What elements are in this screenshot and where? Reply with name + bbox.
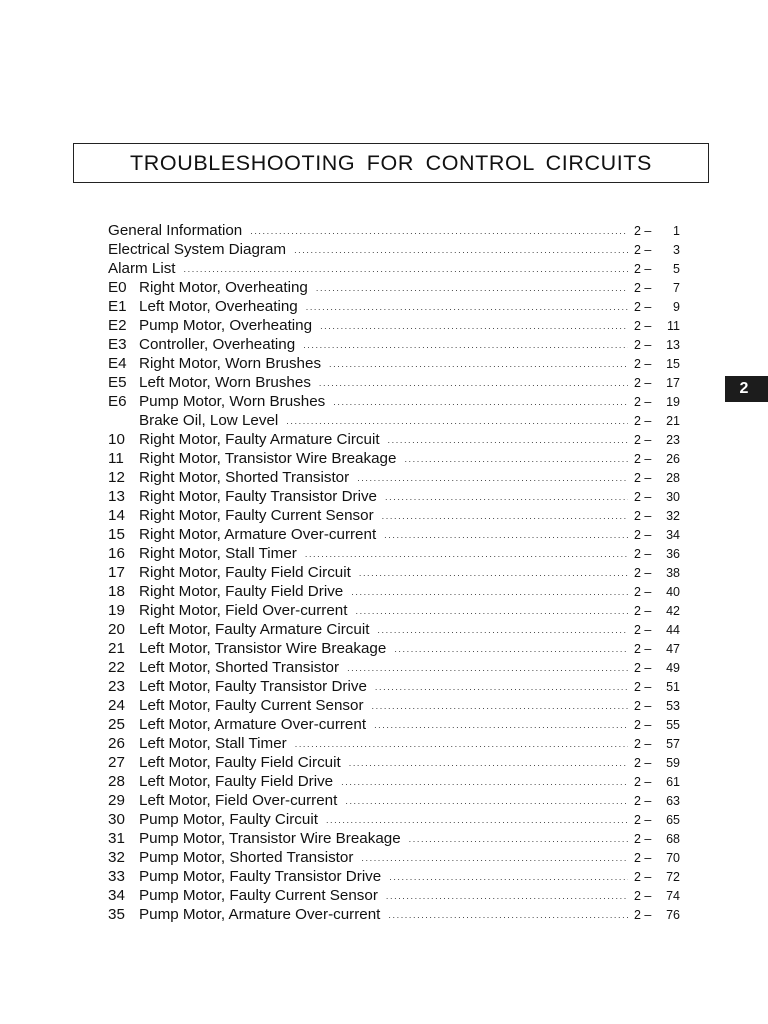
toc-entry-page — [634, 697, 680, 716]
toc-entry[interactable] — [108, 658, 680, 677]
toc-entry-label: Right Motor, Field Over-current — [139, 602, 348, 619]
toc-entry-label: Pump Motor, Faulty Current Sensor — [139, 887, 378, 904]
toc-entry-page — [634, 754, 680, 773]
dot-leader — [286, 412, 628, 431]
page-number: 68 — [666, 832, 680, 846]
page-number: 63 — [666, 794, 680, 808]
page-chapter-prefix: 2 – — [634, 433, 652, 447]
page-number: 32 — [666, 509, 680, 523]
page-chapter-prefix: 2 – — [634, 851, 652, 865]
toc-entry-code: E0 — [108, 279, 127, 296]
toc-entry[interactable] — [108, 829, 680, 848]
dot-leader — [384, 526, 628, 545]
page-chapter-prefix: 2 – — [634, 414, 652, 428]
dot-leader — [404, 450, 628, 469]
dot-leader — [357, 469, 628, 488]
toc-entry-code: 17 — [108, 564, 125, 581]
page-chapter-prefix: 2 – — [634, 661, 652, 675]
toc-entry-page — [634, 640, 680, 659]
toc-entry[interactable] — [108, 734, 680, 753]
dot-leader — [374, 716, 628, 735]
page-chapter-prefix: 2 – — [634, 813, 652, 827]
toc-entry[interactable] — [108, 506, 680, 525]
page-number: 38 — [666, 566, 680, 580]
page-chapter-prefix: 2 – — [634, 680, 652, 694]
toc-entry-label: Brake Oil, Low Level — [139, 412, 279, 429]
toc-entry[interactable] — [108, 411, 680, 430]
toc-entry-page — [634, 602, 680, 621]
toc-entry[interactable] — [108, 791, 680, 810]
toc-entry-label: Right Motor, Shorted Transistor — [139, 469, 350, 486]
toc-entry[interactable] — [108, 449, 680, 468]
page-number: 19 — [666, 395, 680, 409]
toc-entry[interactable] — [108, 240, 680, 259]
toc-entry-label: Right Motor, Faulty Armature Circuit — [139, 431, 380, 448]
dot-leader — [305, 545, 628, 564]
toc-entry[interactable] — [108, 373, 680, 392]
toc-entry-code: 27 — [108, 754, 125, 771]
dot-leader — [303, 336, 628, 355]
page-chapter-prefix: 2 – — [634, 623, 652, 637]
toc-entry-label: Left Motor, Worn Brushes — [139, 374, 311, 391]
toc-entry-page — [634, 412, 680, 431]
toc-entry[interactable] — [108, 772, 680, 791]
toc-entry-code: 28 — [108, 773, 125, 790]
toc-entry-label: Alarm List — [108, 260, 176, 277]
toc-entry-label: Pump Motor, Overheating — [139, 317, 313, 334]
toc-entry[interactable] — [108, 848, 680, 867]
toc-entry-code: E5 — [108, 374, 127, 391]
page-number: 15 — [666, 357, 680, 371]
page-number: 23 — [666, 433, 680, 447]
toc-entry-page — [634, 659, 680, 678]
page-number: 26 — [666, 452, 680, 466]
toc-entry-label: Left Motor, Field Over-current — [139, 792, 338, 809]
toc-entry-label: Left Motor, Faulty Field Drive — [139, 773, 334, 790]
title-box — [73, 143, 709, 183]
page-number: 40 — [666, 585, 680, 599]
toc-entry-page — [634, 621, 680, 640]
page-chapter-prefix: 2 – — [634, 262, 652, 276]
page-number: 1 — [673, 224, 680, 238]
toc-entry-label: Right Motor, Faulty Transistor Drive — [139, 488, 378, 505]
toc-entry-label: Left Motor, Faulty Field Circuit — [139, 754, 341, 771]
dot-leader — [377, 621, 628, 640]
page-chapter-prefix: 2 – — [634, 775, 652, 789]
page-number: 36 — [666, 547, 680, 561]
page-number: 47 — [666, 642, 680, 656]
table-of-contents — [108, 221, 680, 924]
dot-leader — [184, 260, 628, 279]
toc-entry-label: Left Motor, Overheating — [139, 298, 298, 315]
toc-entry-page — [634, 469, 680, 488]
toc-entry-page — [634, 393, 680, 412]
page-chapter-prefix: 2 – — [634, 832, 652, 846]
page-chapter-prefix: 2 – — [634, 224, 652, 238]
toc-entry-label: Pump Motor, Faulty Transistor Drive — [139, 868, 382, 885]
toc-entry-code: 13 — [108, 488, 125, 505]
toc-entry-code: 34 — [108, 887, 125, 904]
toc-entry-page — [634, 488, 680, 507]
toc-entry-code: 29 — [108, 792, 125, 809]
dot-leader — [294, 241, 628, 260]
page-chapter-prefix: 2 – — [634, 395, 652, 409]
toc-entry[interactable] — [108, 468, 680, 487]
toc-entry-page — [634, 526, 680, 545]
dot-leader — [306, 298, 628, 317]
toc-entry-label: Controller, Overheating — [139, 336, 296, 353]
toc-entry-label: Right Motor, Faulty Current Sensor — [139, 507, 374, 524]
page-number: 74 — [666, 889, 680, 903]
toc-entry-page — [634, 298, 680, 317]
toc-entry[interactable] — [108, 297, 680, 316]
toc-entry-label: Left Motor, Armature Over-current — [139, 716, 367, 733]
toc-entry-code: 15 — [108, 526, 125, 543]
page-chapter-prefix: 2 – — [634, 376, 652, 390]
page-number: 72 — [666, 870, 680, 884]
chapter-tab: 2 — [725, 376, 768, 402]
toc-entry[interactable] — [108, 487, 680, 506]
toc-entry-code: 32 — [108, 849, 125, 866]
page-chapter-prefix: 2 – — [634, 889, 652, 903]
toc-entry-code: 30 — [108, 811, 125, 828]
toc-entry-code: 24 — [108, 697, 125, 714]
page-chapter-prefix: 2 – — [634, 300, 652, 314]
toc-entry-label: Left Motor, Stall Timer — [139, 735, 287, 752]
dot-leader — [355, 602, 628, 621]
toc-entry-code: 25 — [108, 716, 125, 733]
toc-entry[interactable] — [108, 753, 680, 772]
page-number: 49 — [666, 661, 680, 675]
page-chapter-prefix: 2 – — [634, 756, 652, 770]
toc-entry-page — [634, 374, 680, 393]
toc-entry-label: Left Motor, Transistor Wire Breakage — [139, 640, 387, 657]
toc-entry-code: E1 — [108, 298, 127, 315]
page-chapter-prefix: 2 – — [634, 737, 652, 751]
toc-entry[interactable] — [108, 905, 680, 924]
dot-leader — [349, 754, 628, 773]
toc-entry-label: Right Motor, Faulty Field Drive — [139, 583, 344, 600]
toc-entry[interactable] — [108, 525, 680, 544]
page-chapter-prefix: 2 – — [634, 547, 652, 561]
page-chapter-prefix: 2 – — [634, 338, 652, 352]
dot-leader — [326, 811, 628, 830]
page-chapter-prefix: 2 – — [634, 566, 652, 580]
page-chapter-prefix: 2 – — [634, 452, 652, 466]
dot-leader — [320, 317, 628, 336]
toc-entry-code: 11 — [108, 450, 124, 467]
page-number: 7 — [673, 281, 680, 295]
toc-entry-label: Pump Motor, Worn Brushes — [139, 393, 326, 410]
toc-entry-page — [634, 773, 680, 792]
toc-entry-page — [634, 868, 680, 887]
page-chapter-prefix: 2 – — [634, 870, 652, 884]
toc-entry-code: 16 — [108, 545, 125, 562]
toc-entry-label: Right Motor, Armature Over-current — [139, 526, 377, 543]
toc-entry-label: Pump Motor, Transistor Wire Breakage — [139, 830, 401, 847]
toc-entry-code: 10 — [108, 431, 125, 448]
toc-entry-code: 21 — [108, 640, 125, 657]
page-number: 21 — [666, 414, 680, 428]
page-number: 28 — [666, 471, 680, 485]
toc-entry[interactable] — [108, 221, 680, 240]
toc-entry-page — [634, 336, 680, 355]
toc-entry[interactable] — [108, 696, 680, 715]
toc-entry-code: 22 — [108, 659, 125, 676]
toc-entry-label: Electrical System Diagram — [108, 241, 287, 258]
toc-entry-code: 14 — [108, 507, 125, 524]
page-number: 57 — [666, 737, 680, 751]
toc-entry-page — [634, 355, 680, 374]
dot-leader — [375, 678, 628, 697]
toc-entry-page — [634, 735, 680, 754]
toc-entry-code: 23 — [108, 678, 125, 695]
toc-entry-page — [634, 887, 680, 906]
page-chapter-prefix: 2 – — [634, 718, 652, 732]
toc-entry-label: General Information — [108, 222, 243, 239]
toc-entry-code: 35 — [108, 906, 125, 923]
page-chapter-prefix: 2 – — [634, 243, 652, 257]
toc-entry-label: Right Motor, Faulty Field Circuit — [139, 564, 351, 581]
dot-leader — [388, 431, 628, 450]
toc-entry-label: Left Motor, Shorted Transistor — [139, 659, 340, 676]
page-chapter-prefix: 2 – — [634, 490, 652, 504]
toc-entry-label: Right Motor, Transistor Wire Breakage — [139, 450, 397, 467]
toc-entry-page — [634, 906, 680, 925]
toc-entry-label: Pump Motor, Armature Over-current — [139, 906, 381, 923]
toc-entry-page — [634, 678, 680, 697]
dot-leader — [319, 374, 628, 393]
toc-entry[interactable] — [108, 563, 680, 582]
toc-entry-page — [634, 507, 680, 526]
toc-entry-label: Left Motor, Faulty Transistor Drive — [139, 678, 367, 695]
page-number: 65 — [666, 813, 680, 827]
toc-entry-page — [634, 564, 680, 583]
toc-entry-page — [634, 545, 680, 564]
toc-entry-page — [634, 241, 680, 260]
toc-entry[interactable] — [108, 601, 680, 620]
dot-leader — [359, 564, 628, 583]
toc-entry-page — [634, 431, 680, 450]
dot-leader — [341, 773, 628, 792]
page-number: 34 — [666, 528, 680, 542]
dot-leader — [345, 792, 628, 811]
page-number: 42 — [666, 604, 680, 618]
toc-entry-label: Right Motor, Worn Brushes — [139, 355, 322, 372]
page-chapter-prefix: 2 – — [634, 585, 652, 599]
page-number: 17 — [666, 376, 680, 390]
toc-entry[interactable] — [108, 392, 680, 411]
toc-entry-code: 20 — [108, 621, 125, 638]
page-number: 59 — [666, 756, 680, 770]
page-number: 53 — [666, 699, 680, 713]
page-number: 3 — [673, 243, 680, 257]
page-chapter-prefix: 2 – — [634, 281, 652, 295]
page-chapter-prefix: 2 – — [634, 357, 652, 371]
dot-leader — [333, 393, 628, 412]
page-number: 9 — [673, 300, 680, 314]
page-number: 13 — [666, 338, 680, 352]
toc-entry[interactable] — [108, 259, 680, 278]
toc-entry-label: Right Motor, Stall Timer — [139, 545, 297, 562]
page-chapter-prefix: 2 – — [634, 908, 652, 922]
toc-entry-page — [634, 317, 680, 336]
toc-entry[interactable] — [108, 867, 680, 886]
toc-entry-code: 31 — [108, 830, 125, 847]
page-chapter-prefix: 2 – — [634, 794, 652, 808]
dot-leader — [389, 868, 628, 887]
toc-entry-page — [634, 260, 680, 279]
toc-entry[interactable] — [108, 582, 680, 601]
toc-entry-page — [634, 716, 680, 735]
page-chapter-prefix: 2 – — [634, 509, 652, 523]
dot-leader — [386, 887, 628, 906]
dot-leader — [385, 488, 628, 507]
toc-entry-code: 33 — [108, 868, 125, 885]
page-number: 76 — [666, 908, 680, 922]
dot-leader — [329, 355, 628, 374]
toc-entry-page — [634, 583, 680, 602]
page-number: 5 — [673, 262, 680, 276]
dot-leader — [361, 849, 628, 868]
toc-entry[interactable] — [108, 886, 680, 905]
dot-leader — [250, 222, 628, 241]
toc-entry-code: 19 — [108, 602, 125, 619]
dot-leader — [351, 583, 628, 602]
toc-entry-code: E6 — [108, 393, 127, 410]
toc-entry-code: 26 — [108, 735, 125, 752]
toc-entry-code: E4 — [108, 355, 127, 372]
page-number: 55 — [666, 718, 680, 732]
toc-entry-page — [634, 811, 680, 830]
toc-entry-page — [634, 830, 680, 849]
toc-entry-code: 18 — [108, 583, 125, 600]
page-number: 70 — [666, 851, 680, 865]
toc-entry[interactable] — [108, 335, 680, 354]
toc-entry[interactable] — [108, 354, 680, 373]
toc-entry-label: Pump Motor, Faulty Circuit — [139, 811, 318, 828]
toc-entry[interactable] — [108, 544, 680, 563]
dot-leader — [388, 906, 628, 925]
page-number: 51 — [666, 680, 680, 694]
toc-entry-label: Right Motor, Overheating — [139, 279, 308, 296]
page-title: TROUBLESHOOTING FOR CONTROL CIRCUITS — [130, 150, 652, 175]
page-number: 11 — [667, 319, 680, 333]
page-chapter-prefix: 2 – — [634, 699, 652, 713]
dot-leader — [372, 697, 628, 716]
toc-entry[interactable] — [108, 639, 680, 658]
page-number: 44 — [666, 623, 680, 637]
toc-entry[interactable] — [108, 316, 680, 335]
dot-leader — [409, 830, 628, 849]
toc-entry-code: E2 — [108, 317, 127, 334]
page-number: 30 — [666, 490, 680, 504]
toc-entry-code: 12 — [108, 469, 125, 486]
dot-leader — [394, 640, 628, 659]
page-number: 61 — [666, 775, 680, 789]
toc-entry-page — [634, 849, 680, 868]
dot-leader — [295, 735, 628, 754]
page-chapter-prefix: 2 – — [634, 528, 652, 542]
toc-entry-page — [634, 450, 680, 469]
page-chapter-prefix: 2 – — [634, 604, 652, 618]
toc-entry[interactable] — [108, 430, 680, 449]
toc-entry-label: Left Motor, Faulty Armature Circuit — [139, 621, 370, 638]
toc-entry[interactable] — [108, 677, 680, 696]
toc-entry[interactable] — [108, 278, 680, 297]
page-chapter-prefix: 2 – — [634, 471, 652, 485]
toc-entry-page — [634, 792, 680, 811]
dot-leader — [382, 507, 628, 526]
toc-entry[interactable] — [108, 620, 680, 639]
toc-entry-page — [634, 222, 680, 241]
dot-leader — [316, 279, 628, 298]
toc-entry[interactable] — [108, 810, 680, 829]
page-chapter-prefix: 2 – — [634, 319, 652, 333]
toc-entry-label: Left Motor, Faulty Current Sensor — [139, 697, 364, 714]
toc-entry-page — [634, 279, 680, 298]
dot-leader — [347, 659, 628, 678]
page-chapter-prefix: 2 – — [634, 642, 652, 656]
toc-entry-code: E3 — [108, 336, 127, 353]
toc-entry-label: Pump Motor, Shorted Transistor — [139, 849, 354, 866]
toc-entry[interactable] — [108, 715, 680, 734]
